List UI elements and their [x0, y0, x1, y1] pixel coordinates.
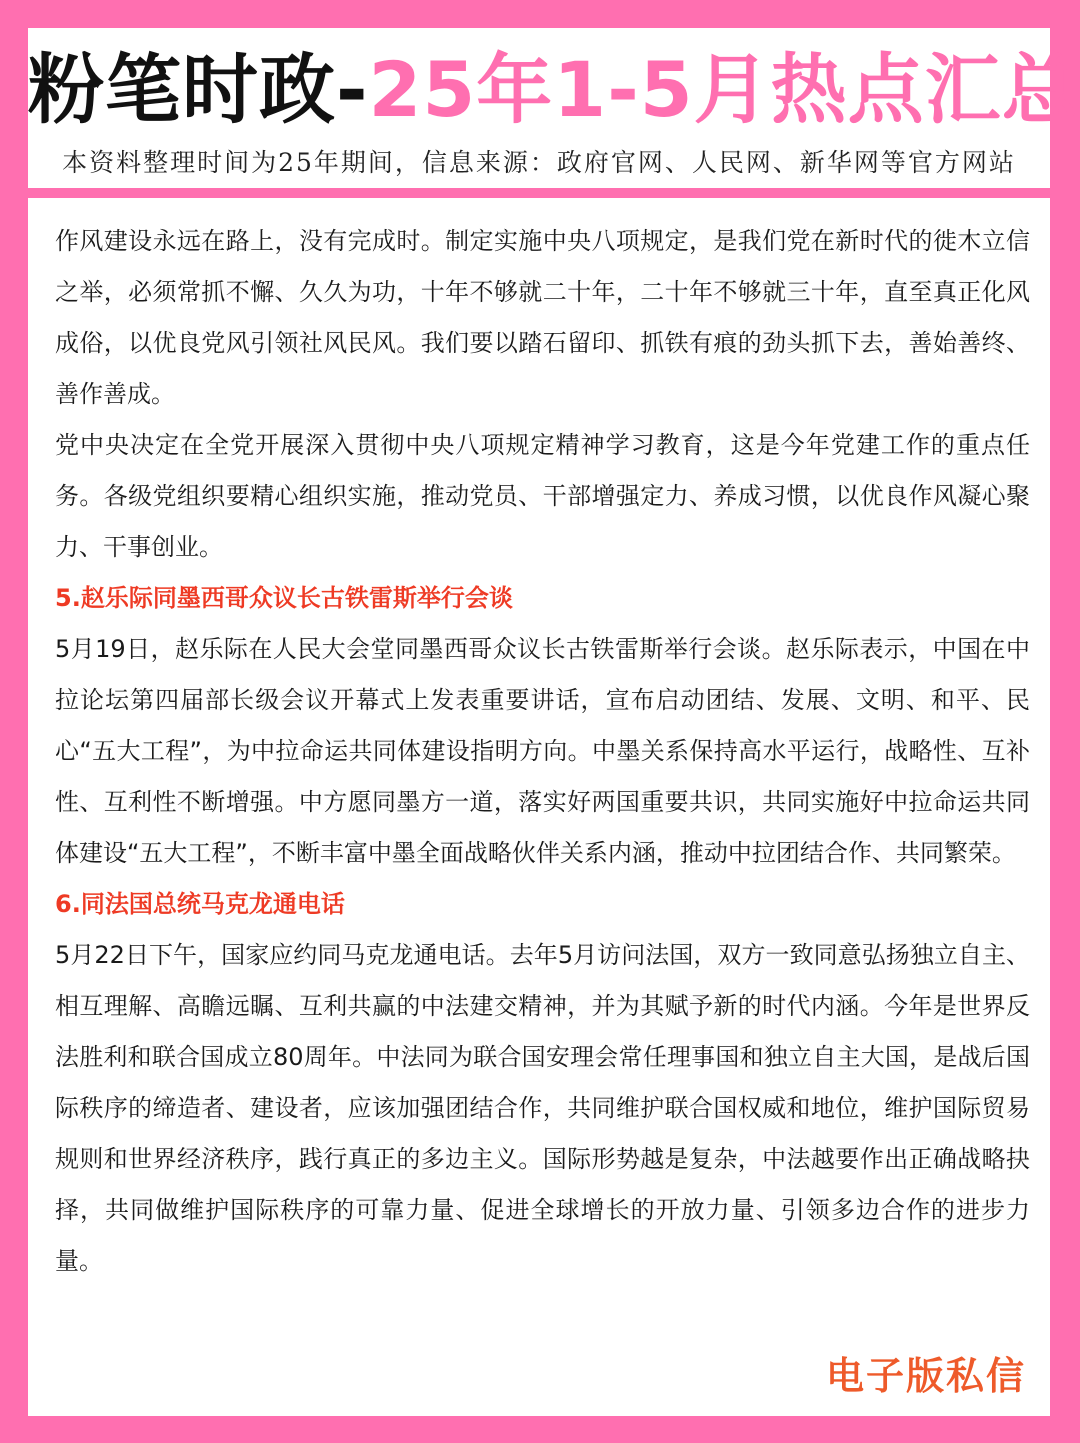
header-panel [28, 28, 1079, 188]
source-note: 本资料整理时间为25年期间，信息来源：政府官网、人民网、新华网等官方网站 [62, 148, 1016, 177]
paragraph-france-call: 5月22日下午，国家应约同马克龙通电话。去年5月访问法国，双方一致同意弘扬独立自主、相互理解、高瞻远瞩、互利共赢的中法建交精神，并为其赋予新的时代内涵。今年是世界反法胜利和联合国成立80周年。中法同为联合国安理会常任理事国和独立自主大国，是战后国际秩序的缔造者、建设者，应该加强团结合作，共同维护联合国权威和地位，维护国际贸易规则和世界经济秩序，践行真正的多边主义。国际形势越是复杂，中法越要作出正确战略抉择，共同做维护国际秩序的可靠力量、促进全球增长的开放力量、引领多边合作的进步力量。 [55, 941, 1030, 1275]
title-brand: 粉笔时政- [28, 45, 369, 134]
paragraph-study-education: 党中央决定在全党开展深入贯彻中央八项规定精神学习教育，这是今年党建工作的重点任务。各级党组织要精心组织实施，推动党员、干部增强定力、养成习惯，以优良作风凝心聚力、干事创业。 [55, 431, 1030, 561]
paragraph-mexico-talks: 5月19日，赵乐际在人民大会堂同墨西哥众议长古铁雷斯举行会谈。赵乐际表示，中国在中拉论坛第四届部长级会议开幕式上发表重要讲话，宣布启动团结、发展、文明、和平、民心“五大工程”，为中拉命运共同体建设指明方向。中墨关系保持高水平运行，战略性、互补性、互利性不断增强。中方愿同墨方一道，落实好两国重要共识，共同实施好中拉命运共同体建设“五大工程”，不断丰富中墨全面战略伙伴关系内涵，推动中拉团结合作、共同繁荣。 [55, 635, 1030, 867]
article-body [55, 216, 1030, 1287]
title-topic: 25年1-5月热点汇总 [368, 45, 1079, 134]
paragraph-style-building: 作风建设永远在路上，没有完成时。制定实施中央八项规定，是我们党在新时代的徙木立信之举，必须常抓不懈、久久为功，十年不够就二十年，二十年不够就三十年，直至真正化风成俗，以优良党风引领社风民风。我们要以踏石留印、抓铁有痕的劲头抓下去，善始善终、善作善成。 [55, 227, 1030, 408]
contact-cta: 电子版私信 [825, 1354, 1026, 1398]
page-title [28, 38, 1079, 142]
section-heading-6: 6.同法国总统马克龙通电话 [55, 890, 345, 918]
section-heading-5: 5.赵乐际同墨西哥众议长古铁雷斯举行会谈 [55, 584, 513, 612]
content-panel [28, 198, 1050, 1416]
